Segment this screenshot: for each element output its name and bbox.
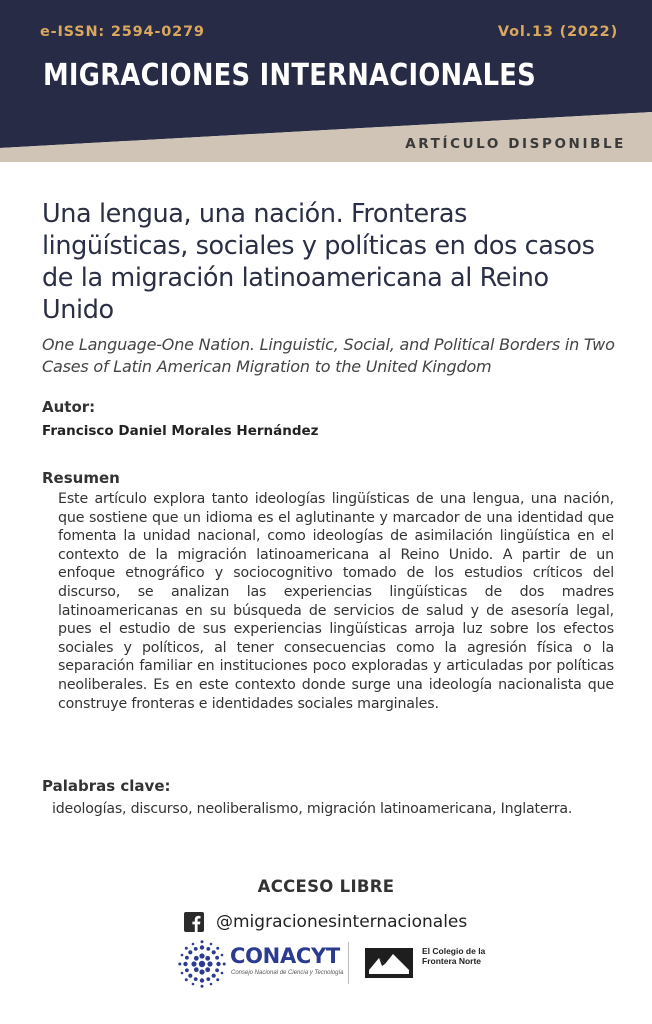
abstract-heading: Resumen: [42, 469, 120, 487]
conacyt-subtitle: Consejo Nacional de Ciencia y Tecnología: [231, 970, 344, 976]
issn-label: e-ISSN: 2594-0279: [40, 24, 205, 40]
keywords-text: ideologías, discurso, neoliberalismo, migración latinoamericana, Inglaterra.: [52, 801, 573, 817]
author-label: Autor:: [42, 398, 96, 416]
journal-title: MIGRACIONES INTERNACIONALES: [43, 58, 537, 93]
conacyt-name: CONACYT: [230, 944, 340, 968]
sponsor-logos: [178, 940, 498, 990]
social-link[interactable]: [184, 910, 467, 934]
article-subtitle-english: One Language-One Nation. Linguistic, Social, and Political Borders in Two Cases of Latin American Migration to the United Kingdom: [42, 335, 615, 376]
open-access-label: ACCESO LIBRE: [257, 877, 395, 896]
colef-name: El Colegio de la Frontera Norte: [422, 946, 486, 966]
colef-logo-mark: [365, 948, 413, 978]
keywords-heading: Palabras clave:: [42, 777, 171, 795]
journal-header: [0, 0, 652, 162]
volume-label: Vol.13 (2022): [497, 24, 618, 40]
status-banner: ARTÍCULO DISPONIBLE: [405, 136, 626, 152]
abstract-text: Este artículo explora tanto ideologías lingüísticas de una lengua, una nación, que sostiene que un idioma es el aglutinante y marcador de una identidad que fomenta la unidad nacional, como ideologías de asimilación lingüística en el contexto de la migración latinoamericana al Reino Unido. A partir de un enfoque etnográfico y sociocognitivo tomado de los estudios críticos del discurso, se analizan las experiencias lingüísticas de dos madres latinoamericanas en su búsqueda de servicios de salud y de asesoría legal, pues el estudio de sus experiencias lingüísticas arroja luz sobre los efectos sociales y políticos, al tener consecuencias como la agresión física o la separación familiar en instituciones poco exploradas y articuladas por políticas neoliberales. Es en este contexto donde surge una ideología nacionalista que construye fronteras e identidades sociales marginales.: [58, 491, 614, 712]
article-title: Una lengua, una nación. Fronteras lingüísticas, sociales y políticas en dos casos de la migración latinoamericana al Reino Unido: [42, 199, 595, 325]
conacyt-logo-mark: [178, 940, 226, 988]
logo-divider: [348, 942, 349, 984]
author-name: Francisco Daniel Morales Hernández: [42, 423, 319, 439]
facebook-icon: [184, 912, 204, 932]
facebook-handle: @migracionesinternacionales: [216, 912, 468, 932]
